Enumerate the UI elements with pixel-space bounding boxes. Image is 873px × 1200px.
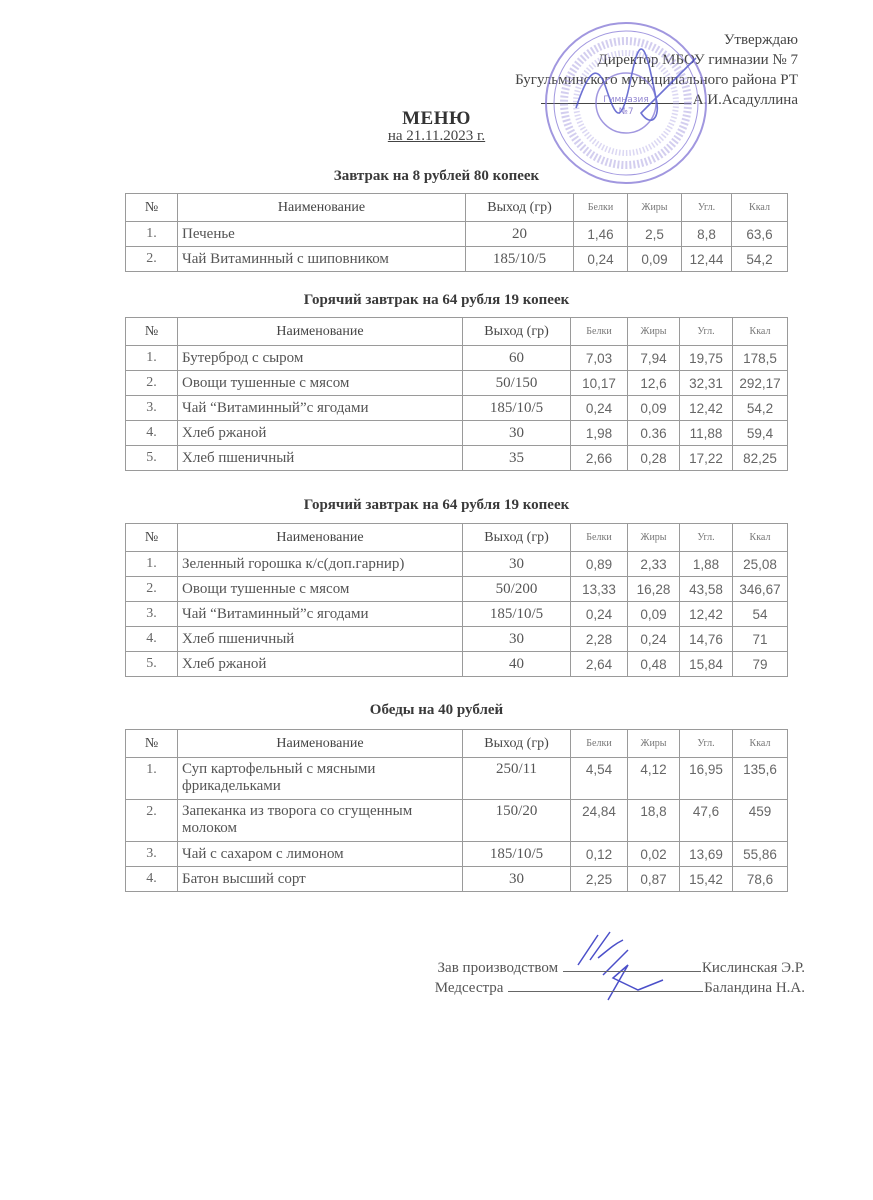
cell-output: 185/10/5 bbox=[463, 396, 571, 421]
column-header-protein: Белки bbox=[571, 730, 628, 758]
column-header-name: Наименование bbox=[178, 524, 463, 552]
cell-output: 185/10/5 bbox=[463, 842, 571, 867]
section-title: Горячий завтрак на 64 рубля 19 копеек bbox=[303, 292, 570, 308]
cell-name: Чай “Витаминный”с ягодами bbox=[178, 396, 463, 421]
cell-num: 1. bbox=[126, 552, 178, 577]
cell-num: 1. bbox=[126, 758, 178, 800]
column-header-output: Выход (гр) bbox=[463, 730, 571, 758]
cell-output: 30 bbox=[463, 552, 571, 577]
signature-role: Зав производством bbox=[437, 960, 559, 976]
cell-fat: 12,6 bbox=[628, 371, 680, 396]
cell-carbs: 17,22 bbox=[680, 446, 733, 471]
cell-name: Хлеб ржаной bbox=[178, 421, 463, 446]
cell-carbs: 12,42 bbox=[680, 396, 733, 421]
cell-kcal: 71 bbox=[733, 627, 788, 652]
cell-num: 2. bbox=[126, 800, 178, 842]
column-header-protein: Белки bbox=[574, 194, 628, 222]
cell-name: Овощи тушенные с мясом bbox=[178, 371, 463, 396]
menu-header bbox=[0, 108, 873, 145]
cell-name: Хлеб ржаной bbox=[178, 652, 463, 677]
table-row bbox=[126, 371, 788, 396]
cell-num: 3. bbox=[126, 396, 178, 421]
section-title: Завтрак на 8 рублей 80 копеек bbox=[333, 168, 540, 184]
table-row bbox=[126, 652, 788, 677]
signature-role: Медсестра bbox=[434, 980, 504, 996]
column-header-num: № bbox=[126, 318, 178, 346]
cell-name: Суп картофельный с мясными фрикадельками bbox=[178, 758, 463, 800]
signature-row bbox=[435, 978, 805, 998]
cell-kcal: 82,25 bbox=[733, 446, 788, 471]
menu-date: на 21.11.2023 г. bbox=[387, 128, 486, 144]
column-header-kcal: Ккал bbox=[733, 730, 788, 758]
cell-carbs: 12,44 bbox=[682, 247, 732, 272]
cell-num: 3. bbox=[126, 842, 178, 867]
cell-protein: 0,12 bbox=[571, 842, 628, 867]
cell-kcal: 63,6 bbox=[732, 222, 788, 247]
cell-kcal: 78,6 bbox=[733, 867, 788, 892]
cell-fat: 2,33 bbox=[628, 552, 680, 577]
column-header-carbs: Угл. bbox=[680, 524, 733, 552]
menu-table-breakfast bbox=[125, 193, 788, 272]
column-header-num: № bbox=[126, 524, 178, 552]
signatures-block bbox=[435, 958, 805, 998]
menu-table-lunch bbox=[125, 729, 788, 892]
column-header-fat: Жиры bbox=[628, 524, 680, 552]
cell-kcal: 54 bbox=[733, 602, 788, 627]
cell-output: 50/200 bbox=[463, 577, 571, 602]
cell-kcal: 79 bbox=[733, 652, 788, 677]
cell-num: 1. bbox=[126, 346, 178, 371]
table-row bbox=[126, 758, 788, 800]
column-header-kcal: Ккал bbox=[733, 318, 788, 346]
cell-kcal: 135,6 bbox=[733, 758, 788, 800]
cell-output: 30 bbox=[463, 627, 571, 652]
cell-fat: 16,28 bbox=[628, 577, 680, 602]
cell-output: 60 bbox=[463, 346, 571, 371]
cell-fat: 0,87 bbox=[628, 867, 680, 892]
column-header-name: Наименование bbox=[178, 318, 463, 346]
column-header-output: Выход (гр) bbox=[466, 194, 574, 222]
table-row bbox=[126, 222, 788, 247]
table-row bbox=[126, 346, 788, 371]
column-header-carbs: Угл. bbox=[682, 194, 732, 222]
cell-kcal: 59,4 bbox=[733, 421, 788, 446]
cell-kcal: 55,86 bbox=[733, 842, 788, 867]
cell-fat: 0,09 bbox=[628, 396, 680, 421]
cell-fat: 7,94 bbox=[628, 346, 680, 371]
cell-output: 50/150 bbox=[463, 371, 571, 396]
column-header-num: № bbox=[126, 730, 178, 758]
cell-protein: 2,25 bbox=[571, 867, 628, 892]
column-header-kcal: Ккал bbox=[732, 194, 788, 222]
approval-name: А.И.Асадуллина bbox=[692, 92, 798, 108]
cell-carbs: 19,75 bbox=[680, 346, 733, 371]
cell-name: Печенье bbox=[178, 222, 466, 247]
section-title: Обеды на 40 рублей bbox=[369, 702, 504, 718]
approval-block bbox=[515, 30, 798, 110]
cell-output: 30 bbox=[463, 421, 571, 446]
table-row bbox=[126, 421, 788, 446]
table-row bbox=[126, 627, 788, 652]
cell-output: 185/10/5 bbox=[466, 247, 574, 272]
signature-name: Баландина Н.А. bbox=[704, 980, 805, 996]
cell-num: 2. bbox=[126, 247, 178, 272]
cell-carbs: 1,88 bbox=[680, 552, 733, 577]
table-header-row bbox=[126, 318, 788, 346]
cell-kcal: 25,08 bbox=[733, 552, 788, 577]
cell-protein: 13,33 bbox=[571, 577, 628, 602]
table-row bbox=[126, 396, 788, 421]
signature-row bbox=[435, 958, 805, 978]
cell-kcal: 292,17 bbox=[733, 371, 788, 396]
cell-protein: 2,64 bbox=[571, 652, 628, 677]
approval-heading: Утверждаю bbox=[723, 32, 798, 48]
column-header-fat: Жиры bbox=[628, 730, 680, 758]
column-header-output: Выход (гр) bbox=[463, 318, 571, 346]
cell-fat: 0,28 bbox=[628, 446, 680, 471]
cell-fat: 4,12 bbox=[628, 758, 680, 800]
table-row bbox=[126, 800, 788, 842]
cell-carbs: 15,84 bbox=[680, 652, 733, 677]
cell-num: 5. bbox=[126, 446, 178, 471]
cell-name: Батон высший сорт bbox=[178, 867, 463, 892]
column-header-protein: Белки bbox=[571, 318, 628, 346]
cell-carbs: 32,31 bbox=[680, 371, 733, 396]
column-header-fat: Жиры bbox=[628, 318, 680, 346]
cell-carbs: 16,95 bbox=[680, 758, 733, 800]
cell-name: Хлеб пшеничный bbox=[178, 627, 463, 652]
table-header-row bbox=[126, 730, 788, 758]
cell-fat: 0,02 bbox=[628, 842, 680, 867]
column-header-name: Наименование bbox=[178, 730, 463, 758]
cell-num: 1. bbox=[126, 222, 178, 247]
cell-output: 250/11 bbox=[463, 758, 571, 800]
cell-name: Чай с сахаром с лимоном bbox=[178, 842, 463, 867]
cell-kcal: 54,2 bbox=[733, 396, 788, 421]
cell-protein: 7,03 bbox=[571, 346, 628, 371]
signature-line bbox=[563, 971, 701, 972]
cell-fat: 18,8 bbox=[628, 800, 680, 842]
stamp-text: Гимназия bbox=[603, 95, 649, 105]
signature-name: Кислинская Э.Р. bbox=[701, 960, 805, 976]
cell-fat: 0,09 bbox=[628, 247, 682, 272]
column-header-carbs: Угл. bbox=[680, 318, 733, 346]
cell-carbs: 43,58 bbox=[680, 577, 733, 602]
cell-carbs: 8,8 bbox=[682, 222, 732, 247]
column-header-name: Наименование bbox=[178, 194, 466, 222]
table-row bbox=[126, 602, 788, 627]
cell-output: 150/20 bbox=[463, 800, 571, 842]
column-header-num: № bbox=[126, 194, 178, 222]
page-title: МЕНЮ bbox=[402, 108, 471, 129]
cell-carbs: 14,76 bbox=[680, 627, 733, 652]
signature-line bbox=[541, 103, 691, 104]
cell-num: 3. bbox=[126, 602, 178, 627]
cell-protein: 1,98 bbox=[571, 421, 628, 446]
cell-carbs: 15,42 bbox=[680, 867, 733, 892]
cell-name: Зеленный горошка к/с(доп.гарнир) bbox=[178, 552, 463, 577]
table-row bbox=[126, 247, 788, 272]
cell-fat: 0,24 bbox=[628, 627, 680, 652]
approval-position: Директор МБОУ гимназии № 7 bbox=[597, 52, 798, 68]
cell-output: 30 bbox=[463, 867, 571, 892]
cell-num: 2. bbox=[126, 577, 178, 602]
table-row bbox=[126, 552, 788, 577]
cell-name: Овощи тушенные с мясом bbox=[178, 577, 463, 602]
cell-protein: 0,24 bbox=[571, 602, 628, 627]
cell-name: Чай Витаминный с шиповником bbox=[178, 247, 466, 272]
cell-kcal: 346,67 bbox=[733, 577, 788, 602]
table-row bbox=[126, 867, 788, 892]
table-row bbox=[126, 842, 788, 867]
cell-num: 4. bbox=[126, 421, 178, 446]
cell-num: 4. bbox=[126, 867, 178, 892]
cell-kcal: 178,5 bbox=[733, 346, 788, 371]
column-header-kcal: Ккал bbox=[733, 524, 788, 552]
table-row bbox=[126, 577, 788, 602]
table-header-row bbox=[126, 524, 788, 552]
cell-name: Бутерброд с сыром bbox=[178, 346, 463, 371]
column-header-fat: Жиры bbox=[628, 194, 682, 222]
cell-output: 20 bbox=[466, 222, 574, 247]
cell-protein: 2,66 bbox=[571, 446, 628, 471]
approval-signature-row bbox=[515, 90, 798, 110]
cell-kcal: 54,2 bbox=[732, 247, 788, 272]
cell-carbs: 13,69 bbox=[680, 842, 733, 867]
cell-output: 40 bbox=[463, 652, 571, 677]
table-header-row bbox=[126, 194, 788, 222]
signature-line bbox=[508, 991, 703, 992]
cell-protein: 0,89 bbox=[571, 552, 628, 577]
cell-name: Чай “Витаминный”с ягодами bbox=[178, 602, 463, 627]
cell-fat: 0,48 bbox=[628, 652, 680, 677]
cell-fat: 2,5 bbox=[628, 222, 682, 247]
approval-district: Бугульминского муниципального района РТ bbox=[515, 72, 798, 88]
column-header-output: Выход (гр) bbox=[463, 524, 571, 552]
cell-carbs: 12,42 bbox=[680, 602, 733, 627]
cell-name: Запеканка из творога со сгущенным молоком bbox=[178, 800, 463, 842]
menu-table-hot-breakfast-1 bbox=[125, 317, 788, 471]
column-header-carbs: Угл. bbox=[680, 730, 733, 758]
section-title: Горячий завтрак на 64 рубля 19 копеек bbox=[303, 497, 570, 513]
cell-name: Хлеб пшеничный bbox=[178, 446, 463, 471]
cell-fat: 0.36 bbox=[628, 421, 680, 446]
cell-protein: 0,24 bbox=[571, 396, 628, 421]
column-header-protein: Белки bbox=[571, 524, 628, 552]
cell-protein: 24,84 bbox=[571, 800, 628, 842]
cell-carbs: 47,6 bbox=[680, 800, 733, 842]
cell-kcal: 459 bbox=[733, 800, 788, 842]
cell-fat: 0,09 bbox=[628, 602, 680, 627]
cell-num: 4. bbox=[126, 627, 178, 652]
cell-carbs: 11,88 bbox=[680, 421, 733, 446]
cell-output: 185/10/5 bbox=[463, 602, 571, 627]
cell-protein: 0,24 bbox=[574, 247, 628, 272]
cell-output: 35 bbox=[463, 446, 571, 471]
cell-protein: 10,17 bbox=[571, 371, 628, 396]
cell-protein: 1,46 bbox=[574, 222, 628, 247]
cell-num: 2. bbox=[126, 371, 178, 396]
menu-table-hot-breakfast-2 bbox=[125, 523, 788, 677]
cell-num: 5. bbox=[126, 652, 178, 677]
stamp-number: №7 bbox=[618, 107, 634, 117]
table-row bbox=[126, 446, 788, 471]
cell-protein: 4,54 bbox=[571, 758, 628, 800]
cell-protein: 2,28 bbox=[571, 627, 628, 652]
